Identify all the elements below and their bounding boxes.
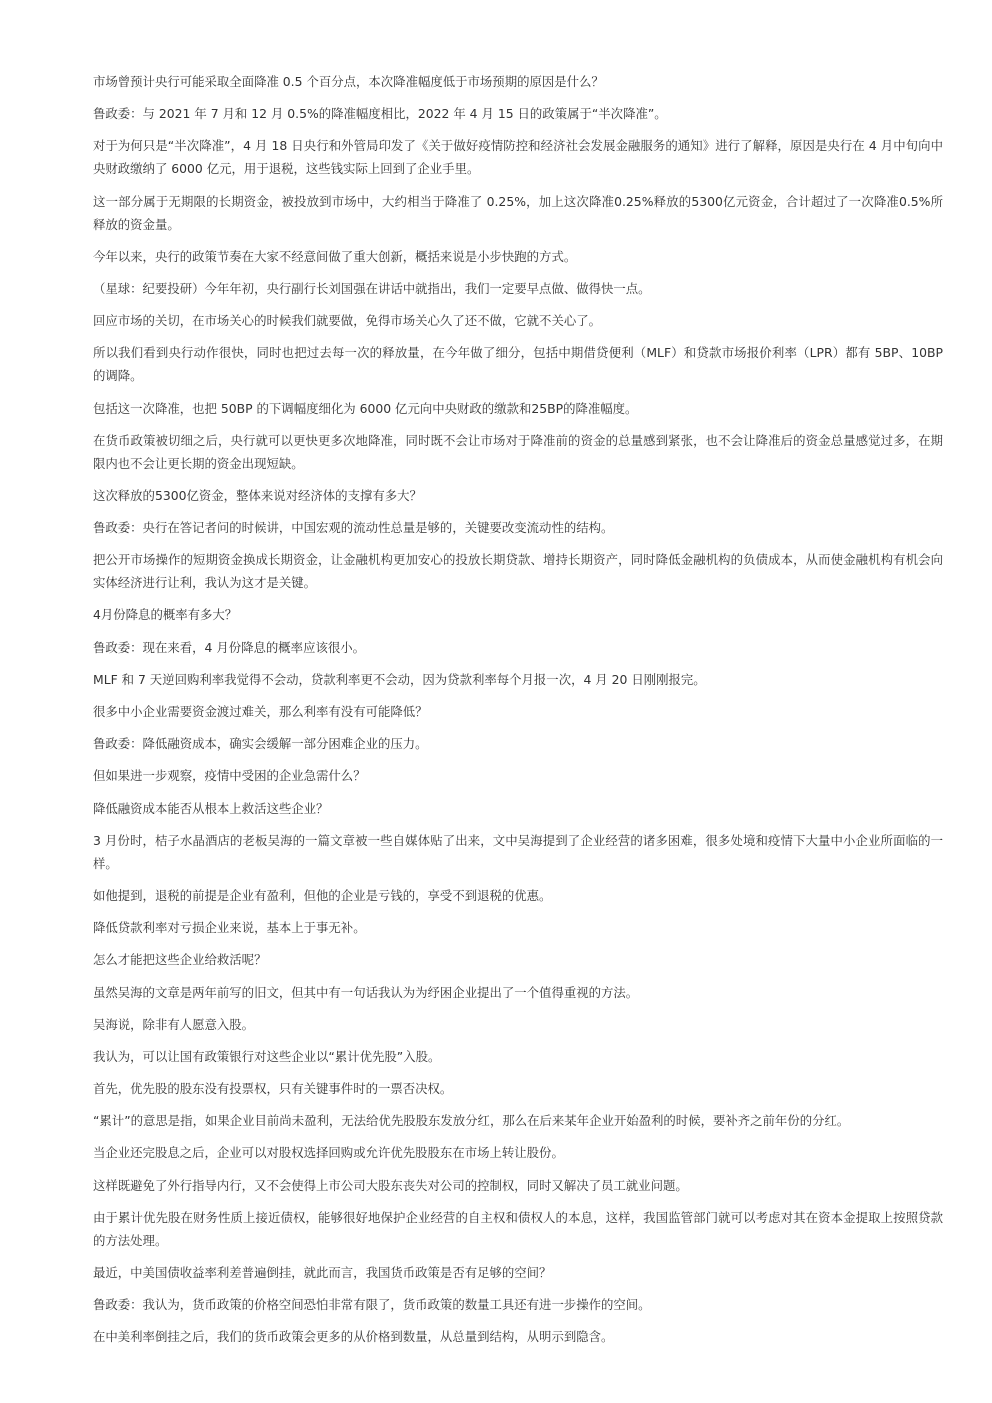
paragraph: 4月份降息的概率有多大？	[93, 607, 238, 623]
paragraph: 降低贷款利率对亏损企业来说，基本上于事无补。	[93, 920, 366, 936]
paragraph: 市场曾预计央行可能采取全面降准 0.5 个百分点，本次降准幅度低于市场预期的原因是什么？	[93, 74, 604, 89]
paragraph: 包括这一次降准，也把 50BP 的下调幅度细化为 6000 亿元向中央财政的缴款和25BP的降准幅度。	[93, 400, 638, 416]
paragraph: 首先，优先股的股东没有投票权，只有关键事件时的一票否决权。	[93, 1081, 453, 1097]
paragraph: 虽然吴海的文章是两年前写的旧文，但其中有一句话我认为为纾困企业提出了一个值得重视的方法。	[93, 984, 639, 1000]
paragraph: 3 月份时，桔子水晶酒店的老板吴海的一篇文章被一些自媒体贴了出来，文中吴海提到了企业经营的诸多困难，很多处境和疫情下大量中小企业所面临的一样。	[93, 832, 943, 871]
paragraph: 鲁政委：降低融资成本，确实会缓解一部分困难企业的压力。	[93, 736, 428, 752]
paragraph: MLF 和 7 天逆回购利率我觉得不会动，贷款利率更不会动，因为贷款利率每个月报一次，4 月 20 日刚刚报完。	[93, 671, 706, 687]
paragraph: 在货币政策被切细之后，央行就可以更快更多次地降准，同时既不会让市场对于降准前的资金的总量感到紧张，也不会让降准后的资金总量感觉过多，在期限内也不会让更长期的资金出现短缺。	[93, 432, 943, 471]
paragraph: 当企业还完股息之后，企业可以对股权选择回购或允许优先股股东在市场上转让股份。	[93, 1145, 564, 1161]
article-body	[93, 70, 943, 1358]
paragraph: 回应市场的关切，在市场关心的时候我们就要做，免得市场关心久了还不做，它就不关心了。	[93, 313, 602, 329]
paragraph: 对于为何只是“半次降准”，4 月 18 日央行和外管局印发了《关于做好疫情防控和经济社会发展金融服务的通知》进行了解释，原因是央行在 4 月中旬向中央财政缴纳了 6000 亿元，用于退税，这些钱实际上回到了企业手里。	[93, 138, 943, 177]
paragraph: 鲁政委：我认为，货币政策的价格空间恐怕非常有限了，货币政策的数量工具还有进一步操作的空间。	[93, 1297, 651, 1313]
paragraph: 怎么才能把这些企业给救活呢？	[93, 952, 267, 968]
paragraph: 这样既避免了外行指导内行，又不会使得上市公司大股东丧失对公司的控制权，同时又解决了员工就业问题。	[93, 1177, 688, 1193]
paragraph: 鲁政委：与 2021 年 7 月和 12 月 0.5%的降准幅度相比，2022 年 4 月 15 日的政策属于“半次降准”。	[93, 106, 667, 122]
paragraph: （星球：纪要投研）今年年初，央行副行长刘国强在讲话中就指出，我们一定要早点做、做得快一点。	[93, 280, 651, 296]
paragraph: 把公开市场操作的短期资金换成长期资金，让金融机构更加安心的投放长期贷款、增持长期资产，同时降低金融机构的负债成本，从而使金融机构有机会向实体经济进行让利，我认为这才是关键。	[93, 552, 943, 591]
paragraph: 如他提到，退税的前提是企业有盈利，但他的企业是亏钱的，享受不到退税的优惠。	[93, 887, 552, 903]
paragraph: 最近，中美国债收益率利差普遍倒挂，就此而言，我国货币政策是否有足够的空间？	[93, 1265, 552, 1280]
paragraph: 我认为，可以让国有政策银行对这些企业以“累计优先股”入股。	[93, 1048, 441, 1064]
paragraph: 很多中小企业需要资金渡过难关，那么利率有没有可能降低？	[93, 704, 428, 719]
paragraph: 今年以来，央行的政策节奏在大家不经意间做了重大创新，概括来说是小步快跑的方式。	[93, 248, 577, 264]
paragraph: 这一部分属于无期限的长期资金，被投放到市场中，大约相当于降准了 0.25%，加上这次降准0.25%释放的5300亿元资金，合计超过了一次降准0.5%所释放的资金量。	[93, 193, 943, 232]
paragraph: 降低融资成本能否从根本上救活这些企业？	[93, 800, 329, 816]
paragraph: 这次释放的5300亿资金，整体来说对经济体的支撑有多大？	[93, 487, 422, 503]
paragraph: “累计”的意思是指，如果企业目前尚未盈利，无法给优先股股东发放分红，那么在后来某年企业开始盈利的时候，要补齐之前年份的分红。	[93, 1113, 850, 1129]
paragraph: 鲁政委：现在来看，4 月份降息的概率应该很小。	[93, 639, 366, 655]
paragraph: 所以我们看到央行动作很快，同时也把过去每一次的释放量，在今年做了细分，包括中期借贷便利（MLF）和贷款市场报价利率（LPR）都有 5BP、10BP 的调降。	[93, 345, 943, 384]
paragraph: 在中美利率倒挂之后，我们的货币政策会更多的从价格到数量，从总量到结构，从明示到隐含。	[93, 1329, 614, 1345]
paragraph: 但如果进一步观察，疫情中受困的企业急需什么？	[93, 768, 366, 784]
paragraph: 由于累计优先股在财务性质上接近债权，能够很好地保护企业经营的自主权和债权人的本息，这样，我国监管部门就可以考虑对其在资本金提取上按照贷款的方法处理。	[93, 1209, 943, 1248]
paragraph: 鲁政委：央行在答记者问的时候讲，中国宏观的流动性总量是够的，关键要改变流动性的结构。	[93, 520, 614, 536]
paragraph: 吴海说，除非有人愿意入股。	[93, 1016, 255, 1032]
